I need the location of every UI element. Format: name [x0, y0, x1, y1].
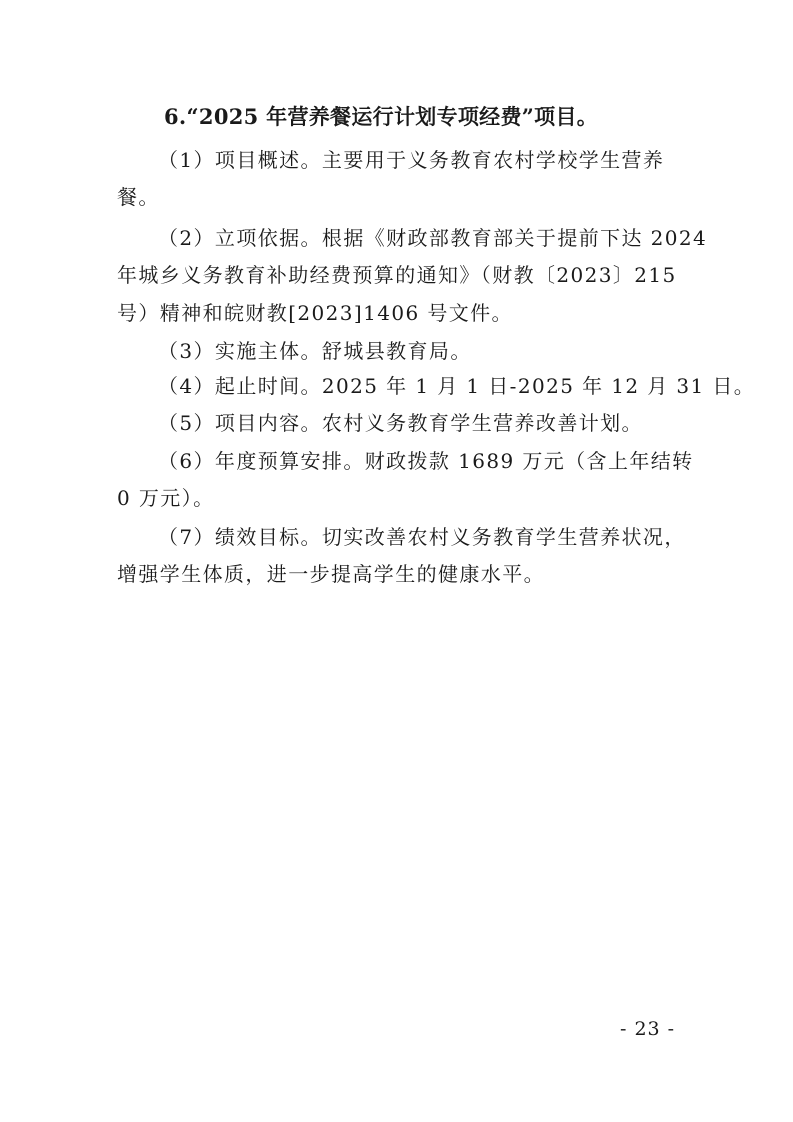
paragraph-line: （7）绩效目标。切实改善农村义务教育学生营养状况， — [158, 525, 686, 549]
section-heading: 6.“2025 年营养餐运行计划专项经费”项目。 — [164, 104, 599, 129]
paragraph-line: 号）精神和皖财教[2023]1406 号文件。 — [117, 301, 513, 325]
paragraph-line: （3）实施主体。舒城县教育局。 — [158, 339, 472, 363]
paragraph-line: （4）起止时间。2025 年 1 月 1 日-2025 年 12 月 31 日。 — [158, 374, 756, 398]
paragraph-line: （6）年度预算安排。财政拨款 1689 万元（含上年结转 — [158, 449, 694, 473]
paragraph-line: （5）项目内容。农村义务教育学生营养改善计划。 — [158, 411, 643, 435]
paragraph-line: 增强学生体质，进一步提高学生的健康水平。 — [117, 562, 545, 586]
paragraph-line: 年城乡义务教育补助经费预算的通知》（财教〔2023〕215 — [117, 263, 677, 287]
paragraph-line: （2）立项依据。根据《财政部教育部关于提前下达 2024 — [158, 226, 708, 250]
paragraph-line: 餐。 — [117, 185, 160, 209]
page-number: - 23 - — [620, 1018, 676, 1040]
paragraph-line: （1）项目概述。主要用于义务教育农村学校学生营养 — [158, 148, 665, 172]
paragraph-line: 0 万元）。 — [117, 486, 215, 510]
